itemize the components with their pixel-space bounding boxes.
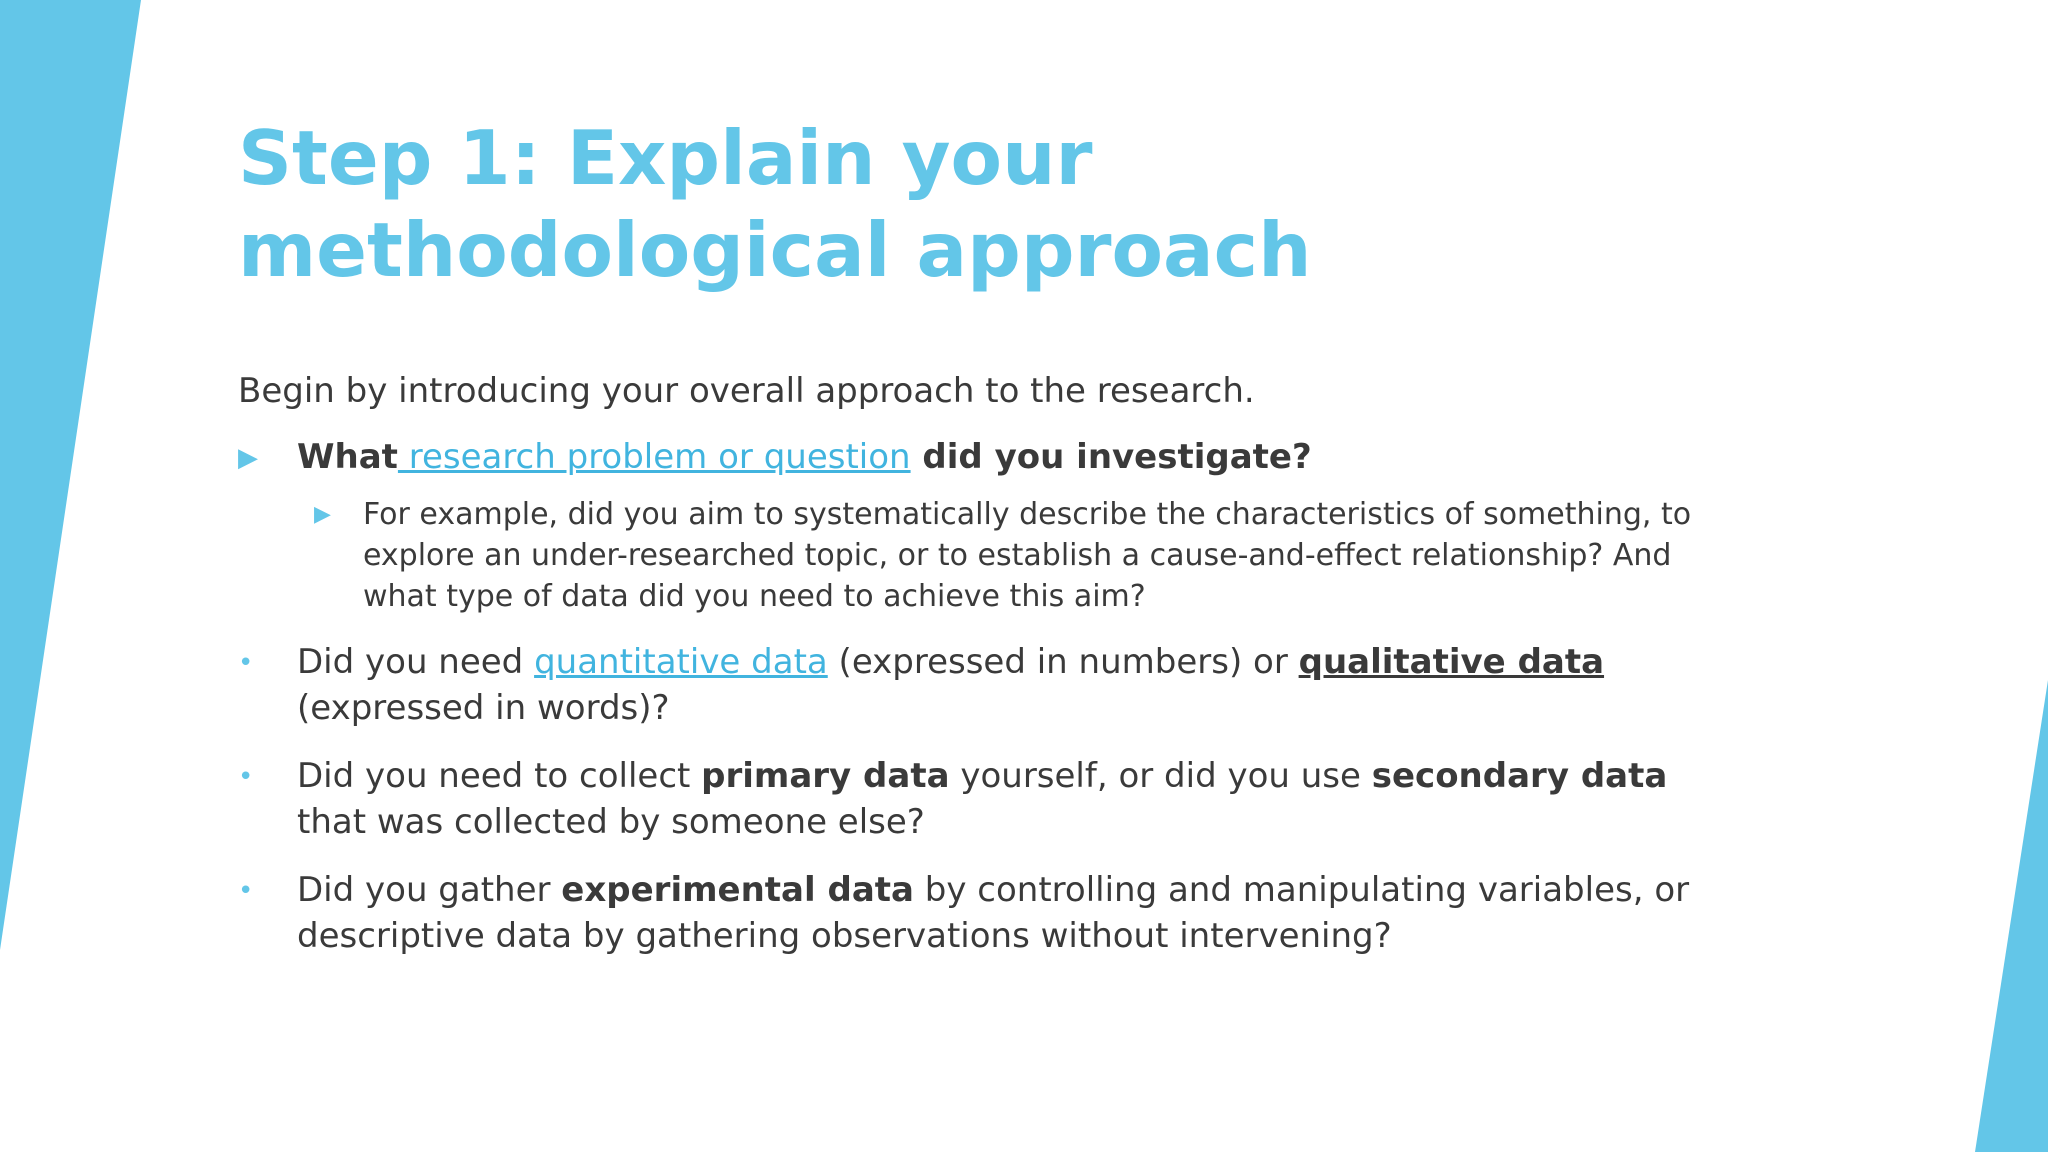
bullet-text-part: Did you need to collect (297, 756, 702, 796)
slide-body (238, 368, 1698, 959)
bullet-text-part: yourself, or did you use (949, 756, 1372, 796)
primary-data-term: primary data (701, 756, 950, 796)
bullet-research-problem (238, 434, 1698, 480)
bullet-text-part: What (297, 437, 398, 477)
dot-bullet-icon: • (238, 648, 254, 678)
bullet-text-part: (expressed in numbers) or (827, 642, 1299, 682)
bullet-text-part: by controlling and manipulating variables, or descriptive data by gathering observations without intervening? (297, 870, 1690, 956)
qualitative-data-link[interactable]: qualitative data (1298, 642, 1605, 682)
dot-bullet-icon: • (238, 876, 254, 906)
bullet-experimental-descriptive (238, 867, 1698, 959)
bullet-text-part: Did you gather (297, 870, 562, 910)
bullet-text-part: did you investigate? (910, 437, 1312, 477)
bullet-primary-secondary (238, 753, 1698, 845)
secondary-data-term: secondary data (1371, 756, 1668, 796)
quantitative-data-link[interactable]: quantitative data (534, 642, 828, 682)
triangle-bullet-icon: ▶ (238, 443, 258, 473)
research-problem-link[interactable]: research problem or question (397, 437, 911, 477)
bullet-quantitative-qualitative (238, 639, 1698, 731)
sub-bullet-example (314, 494, 1698, 617)
bullet-text-part: that was collected by someone else? (297, 802, 925, 842)
bullet-text-part: Did you need (297, 642, 535, 682)
triangle-bullet-icon: ▶ (314, 502, 331, 527)
bullet-text-part: (expressed in words)? (297, 688, 670, 728)
sub-bullet-text: For example, did you aim to systematically describe the characteristics of something, to explore an under-researched topic, or to establish a cause-and-effect relationship? And what type of data did you need to achieve this aim? (363, 497, 1692, 614)
right-accent-stripe (1975, 680, 2048, 1152)
dot-bullet-icon: • (238, 762, 254, 792)
slide-title: Step 1: Explain your methodological approach (238, 114, 1312, 294)
intro-text: Begin by introducing your overall approach to the research. (238, 371, 1255, 411)
left-accent-stripe (0, 0, 141, 950)
experimental-data-term: experimental data (561, 870, 914, 910)
